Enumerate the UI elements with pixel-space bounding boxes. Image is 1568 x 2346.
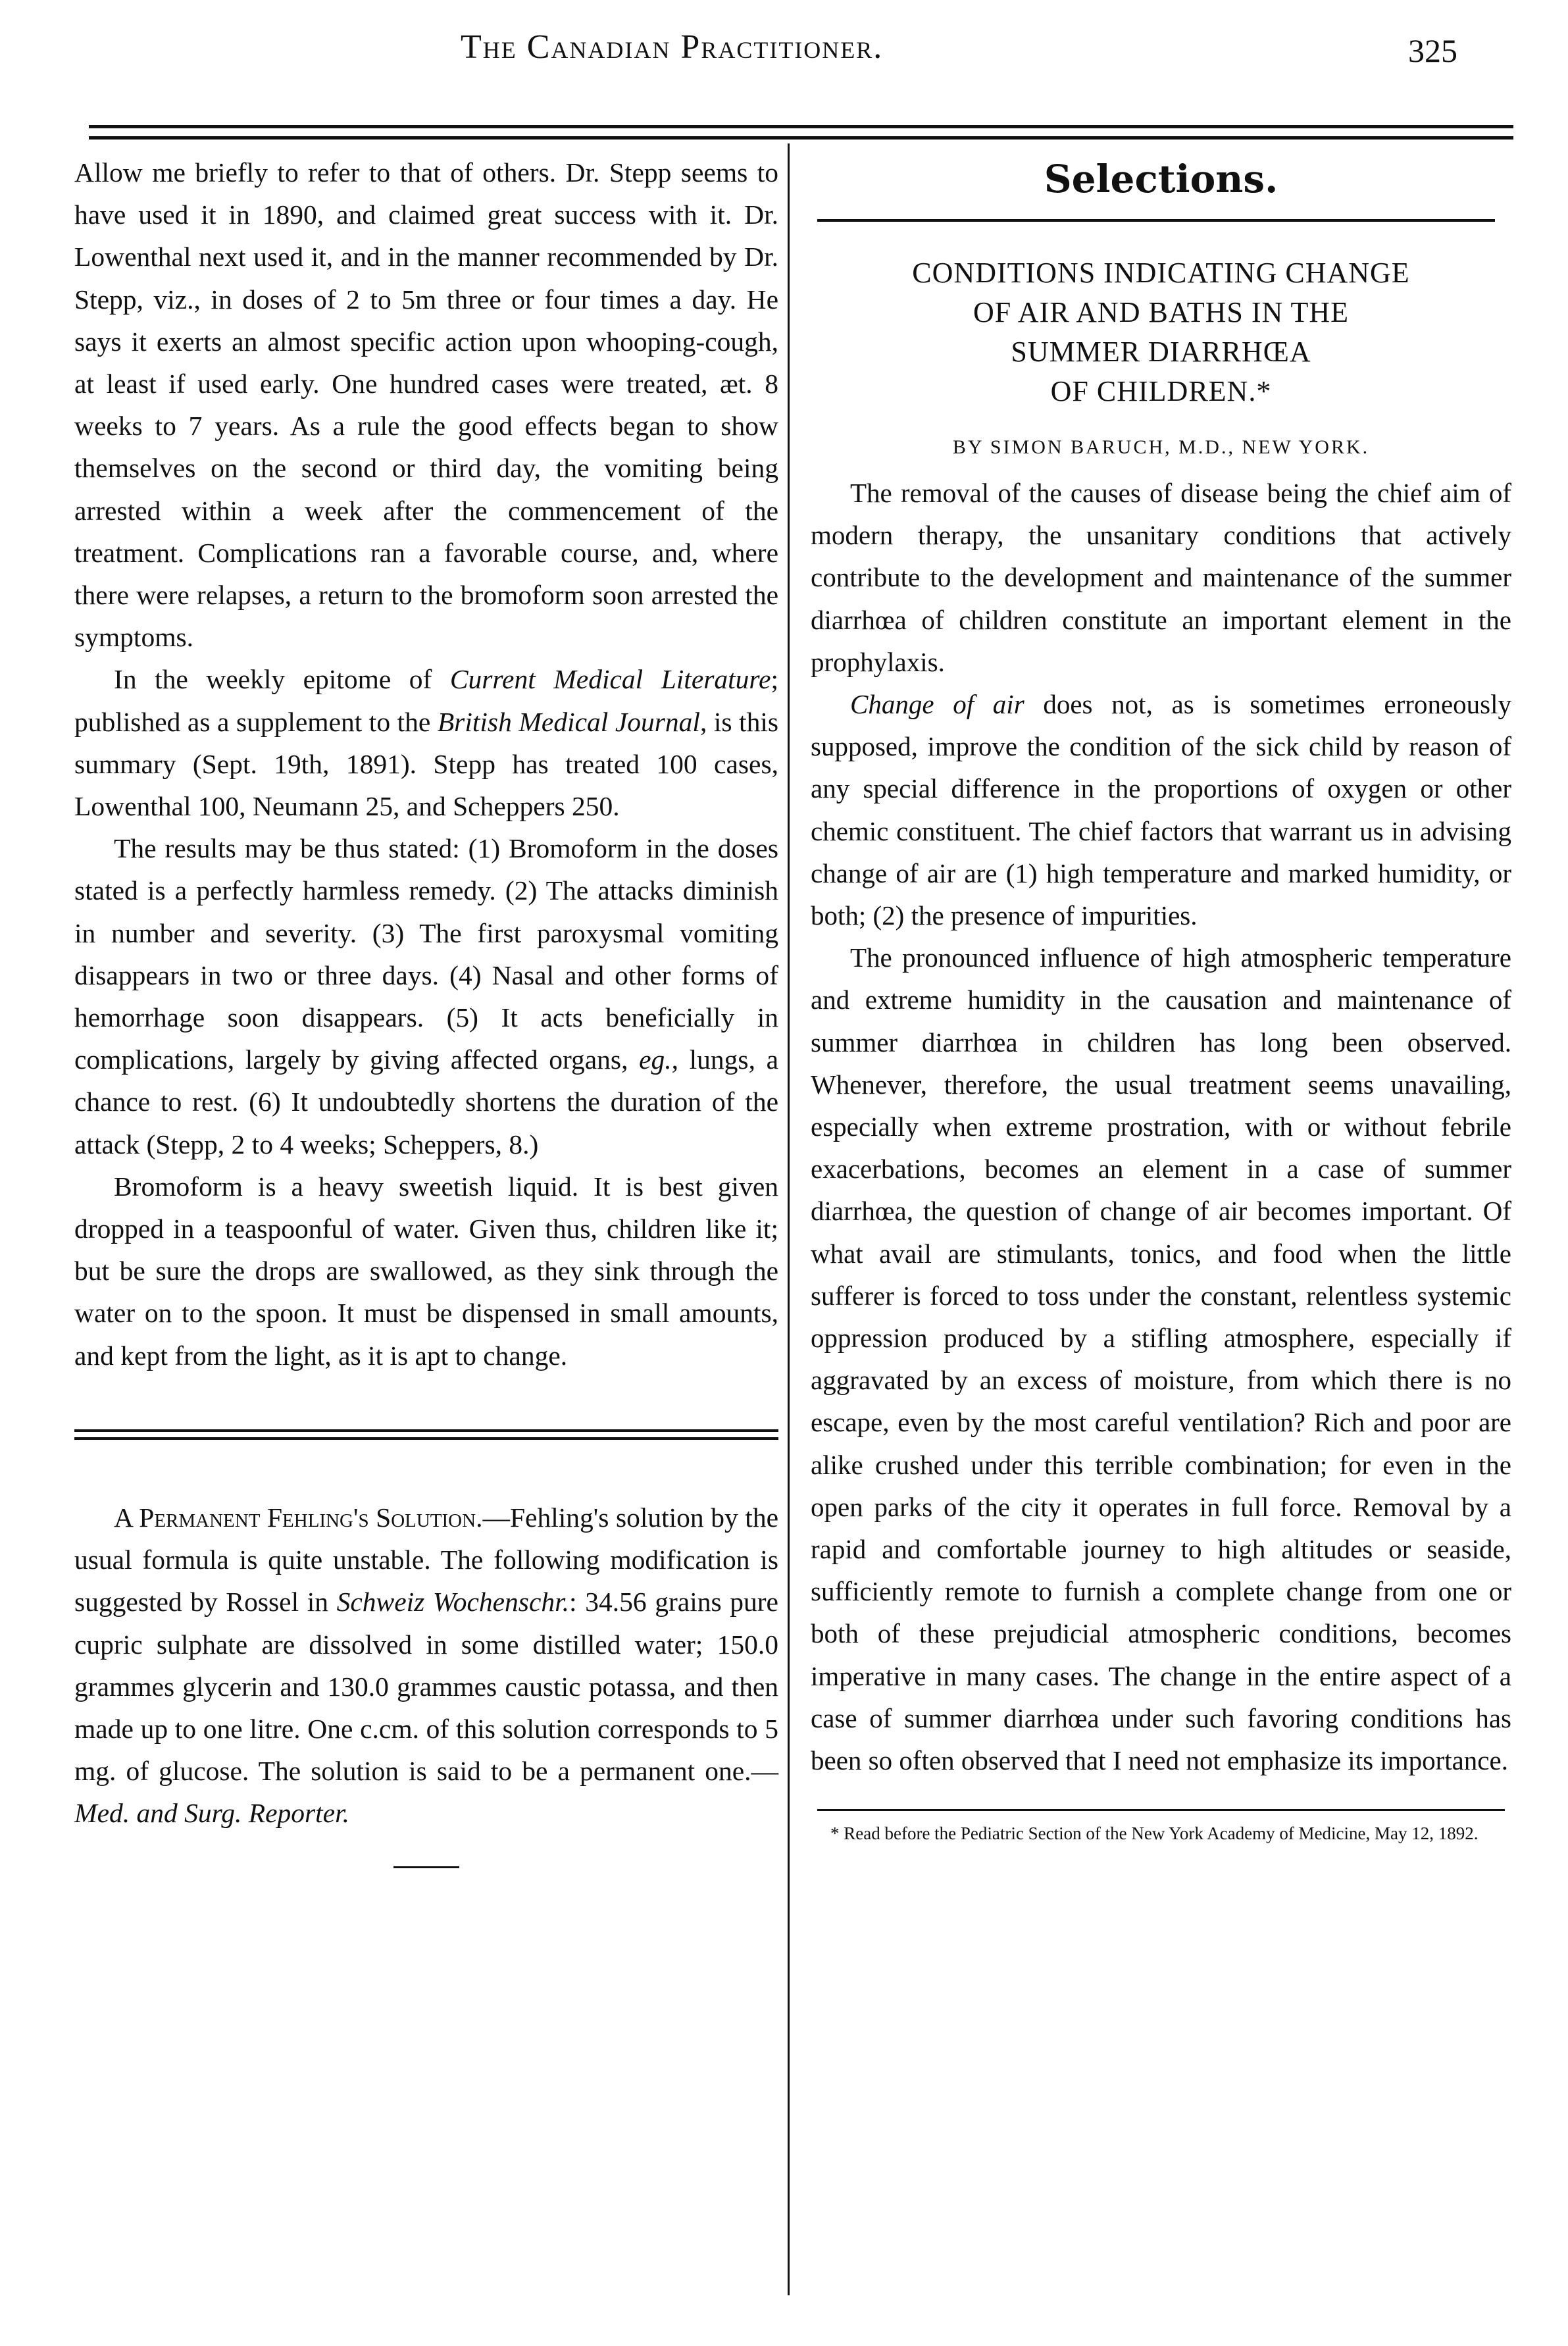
text-run: ; published as a supplement to the — [74, 664, 778, 737]
italic-text-run: eg. — [639, 1044, 672, 1075]
article-title-line: OF AIR AND BATHS IN THE — [973, 296, 1350, 328]
text-run: : 34.56 grains pure cupric sulphate are dissolved in some distilled water; 150.0 grammes glycerin and 130.0 grammes caustic potassa, and then made up to one litre. One c.cm. of this solution corresponds to 5 mg. of glucose. The solution is said to be a permanent one.— — [74, 1587, 778, 1787]
italic-text-run: Schweiz Wochenschr. — [336, 1587, 570, 1618]
text-run: —Fehling's solution by the usual formula is quite unstable. The following modification is suggested by Rossel in — [74, 1502, 778, 1618]
text-run: The results may be thus stated: (1) Bromoform in the doses stated is a perfectly harmless remedy. (2) The attacks diminish in number and severity. (3) The first paroxysmal vomiting disappears in two or three days. (4) Nasal and other forms of hemorrhage soon disappears. (5) It acts beneficially in complications, largely by giving affected organs, — [74, 833, 778, 1075]
header-rule-lower — [89, 136, 1513, 140]
section-title: Selections. — [1044, 157, 1278, 201]
page-number: 325 — [1408, 32, 1457, 69]
running-head — [0, 28, 1568, 87]
footnote: * Read before the Pediatric Section of the New York Academy of Medicine, May 12, 1892. — [830, 1823, 1479, 1844]
text-run: , is this summary (Sept. 19th, 1891). Stepp has treated 100 cases, Lowenthal 100, Neumann 25, and Scheppers 250. — [74, 706, 778, 822]
paragraph-results — [74, 827, 778, 1165]
article-title-line: OF CHILDREN.* — [1050, 375, 1272, 407]
section-separator-rule — [74, 1429, 778, 1444]
paragraph-bromoform-properties: Bromoform is a heavy sweetish liquid. It is best given dropped in a teaspoonful of water. Given thus, children like it; but be sure the drops are swallowed, as they sink through the water on to the spoon. It must be dispensed in small amounts, and kept from the light, as it is apt to change. — [74, 1171, 778, 1371]
end-rule — [393, 1866, 459, 1868]
italic-text-run: British Medical Journal — [437, 706, 700, 737]
text-run: , lungs, a chance to rest. (6) It undoubtedly shortens the duration of the attack (Stepp, 2 to 4 weeks; Scheppers, 8.) — [74, 1044, 778, 1160]
article-title — [811, 253, 1511, 411]
fehling-heading: A Permanent Fehling's Solution. — [114, 1502, 483, 1533]
text-run: does not, as is sometimes erroneously supposed, improve the condition of the sick child by reason of any special difference in the proportions of oxygen or other chemic constituent. The chief factors that warrant us in advising change of air are (1) high temperature and marked humidity, or both; (2) the presence of impurities. — [811, 689, 1511, 931]
paragraph-change-of-air — [811, 683, 1511, 936]
italic-text-run: Med. and Surg. Reporter. — [74, 1798, 350, 1829]
paragraph-epitome — [74, 658, 778, 827]
journal-title: The Canadian Practitioner. — [461, 28, 884, 66]
right-column — [811, 151, 1511, 1846]
left-column — [74, 151, 778, 1868]
paragraph-fehling — [74, 1496, 778, 1835]
footnote-rule — [817, 1809, 1505, 1811]
paragraph-bromoform-intro: Allow me briefly to refer to that of others. Dr. Stepp seems to have used it in 1890, and claimed great success with it. Dr. Lowenthal next used it, and in the manner recommended by Dr. Stepp, viz., in doses of 2 to 5m three or four times a day. He says it exerts an almost specific action upon whooping-cough, at least if used early. One hundred cases were treated, æt. 8 weeks to 7 years. As a rule the good effects began to show themselves on the second or third day, the vomiting being arrested within a week after the commencement of the treatment. Complications ran a favorable course, and, where there were relapses, a return to the bromoform soon arrested the symptoms. — [74, 157, 778, 653]
byline: BY SIMON BARUCH, M.D., NEW YORK. — [952, 436, 1370, 458]
header-rule-upper — [89, 125, 1513, 128]
text-run: The pronounced influence of high atmospheric temperature and extreme humidity in the causation and maintenance of summer diarrhœa in children has long been observed. Whenever, therefore, the usual treatment seems unavailing, especially when extreme prostration, with or without febrile exacerbations, becomes an element in a case of summer diarrhœa, the question of change of air becomes important. Of what avail are stimulants, tonics, and food when the little sufferer is forced to toss under the constant, relentless systemic oppression produced by a stifling atmosphere, especially if aggravated by an excess of moisture, from which there is no escape, even by the most careful ventilation? Rich and poor are alike crushed under this terrible combination; for even in the open parks of the city it operates in full force. Removal by a rapid and comfortable journey to high altitudes or seaside, sufficiently remote to furnish a complete change from one or both of these prejudicial atmospheric conditions, becomes imperative in many cases. The change in the entire aspect of a case of summer diarrhœa under such favoring conditions has been so often observed that I need not emphasize its importance. — [811, 942, 1511, 1776]
article-title-line: CONDITIONS INDICATING CHANGE — [912, 257, 1410, 289]
column-divider — [788, 143, 790, 2295]
paragraph-pronounced-influence — [811, 936, 1511, 1781]
italic-text-run: Change of air — [850, 689, 1024, 720]
section-title-rule — [817, 219, 1495, 222]
paragraph-removal-of-causes — [811, 472, 1511, 683]
text-run: In the weekly epitome of — [114, 664, 450, 695]
text-run: The removal of the causes of disease being the chief aim of modern therapy, the unsanitary conditions that actively contribute to the development and maintenance of the summer diarrhœa of children constitute an important element in the prophylaxis. — [811, 478, 1511, 677]
fehling-body — [74, 1502, 778, 1828]
article-title-line: SUMMER DIARRHŒA — [1011, 336, 1311, 368]
italic-text-run: Current Medical Literature — [449, 664, 771, 695]
